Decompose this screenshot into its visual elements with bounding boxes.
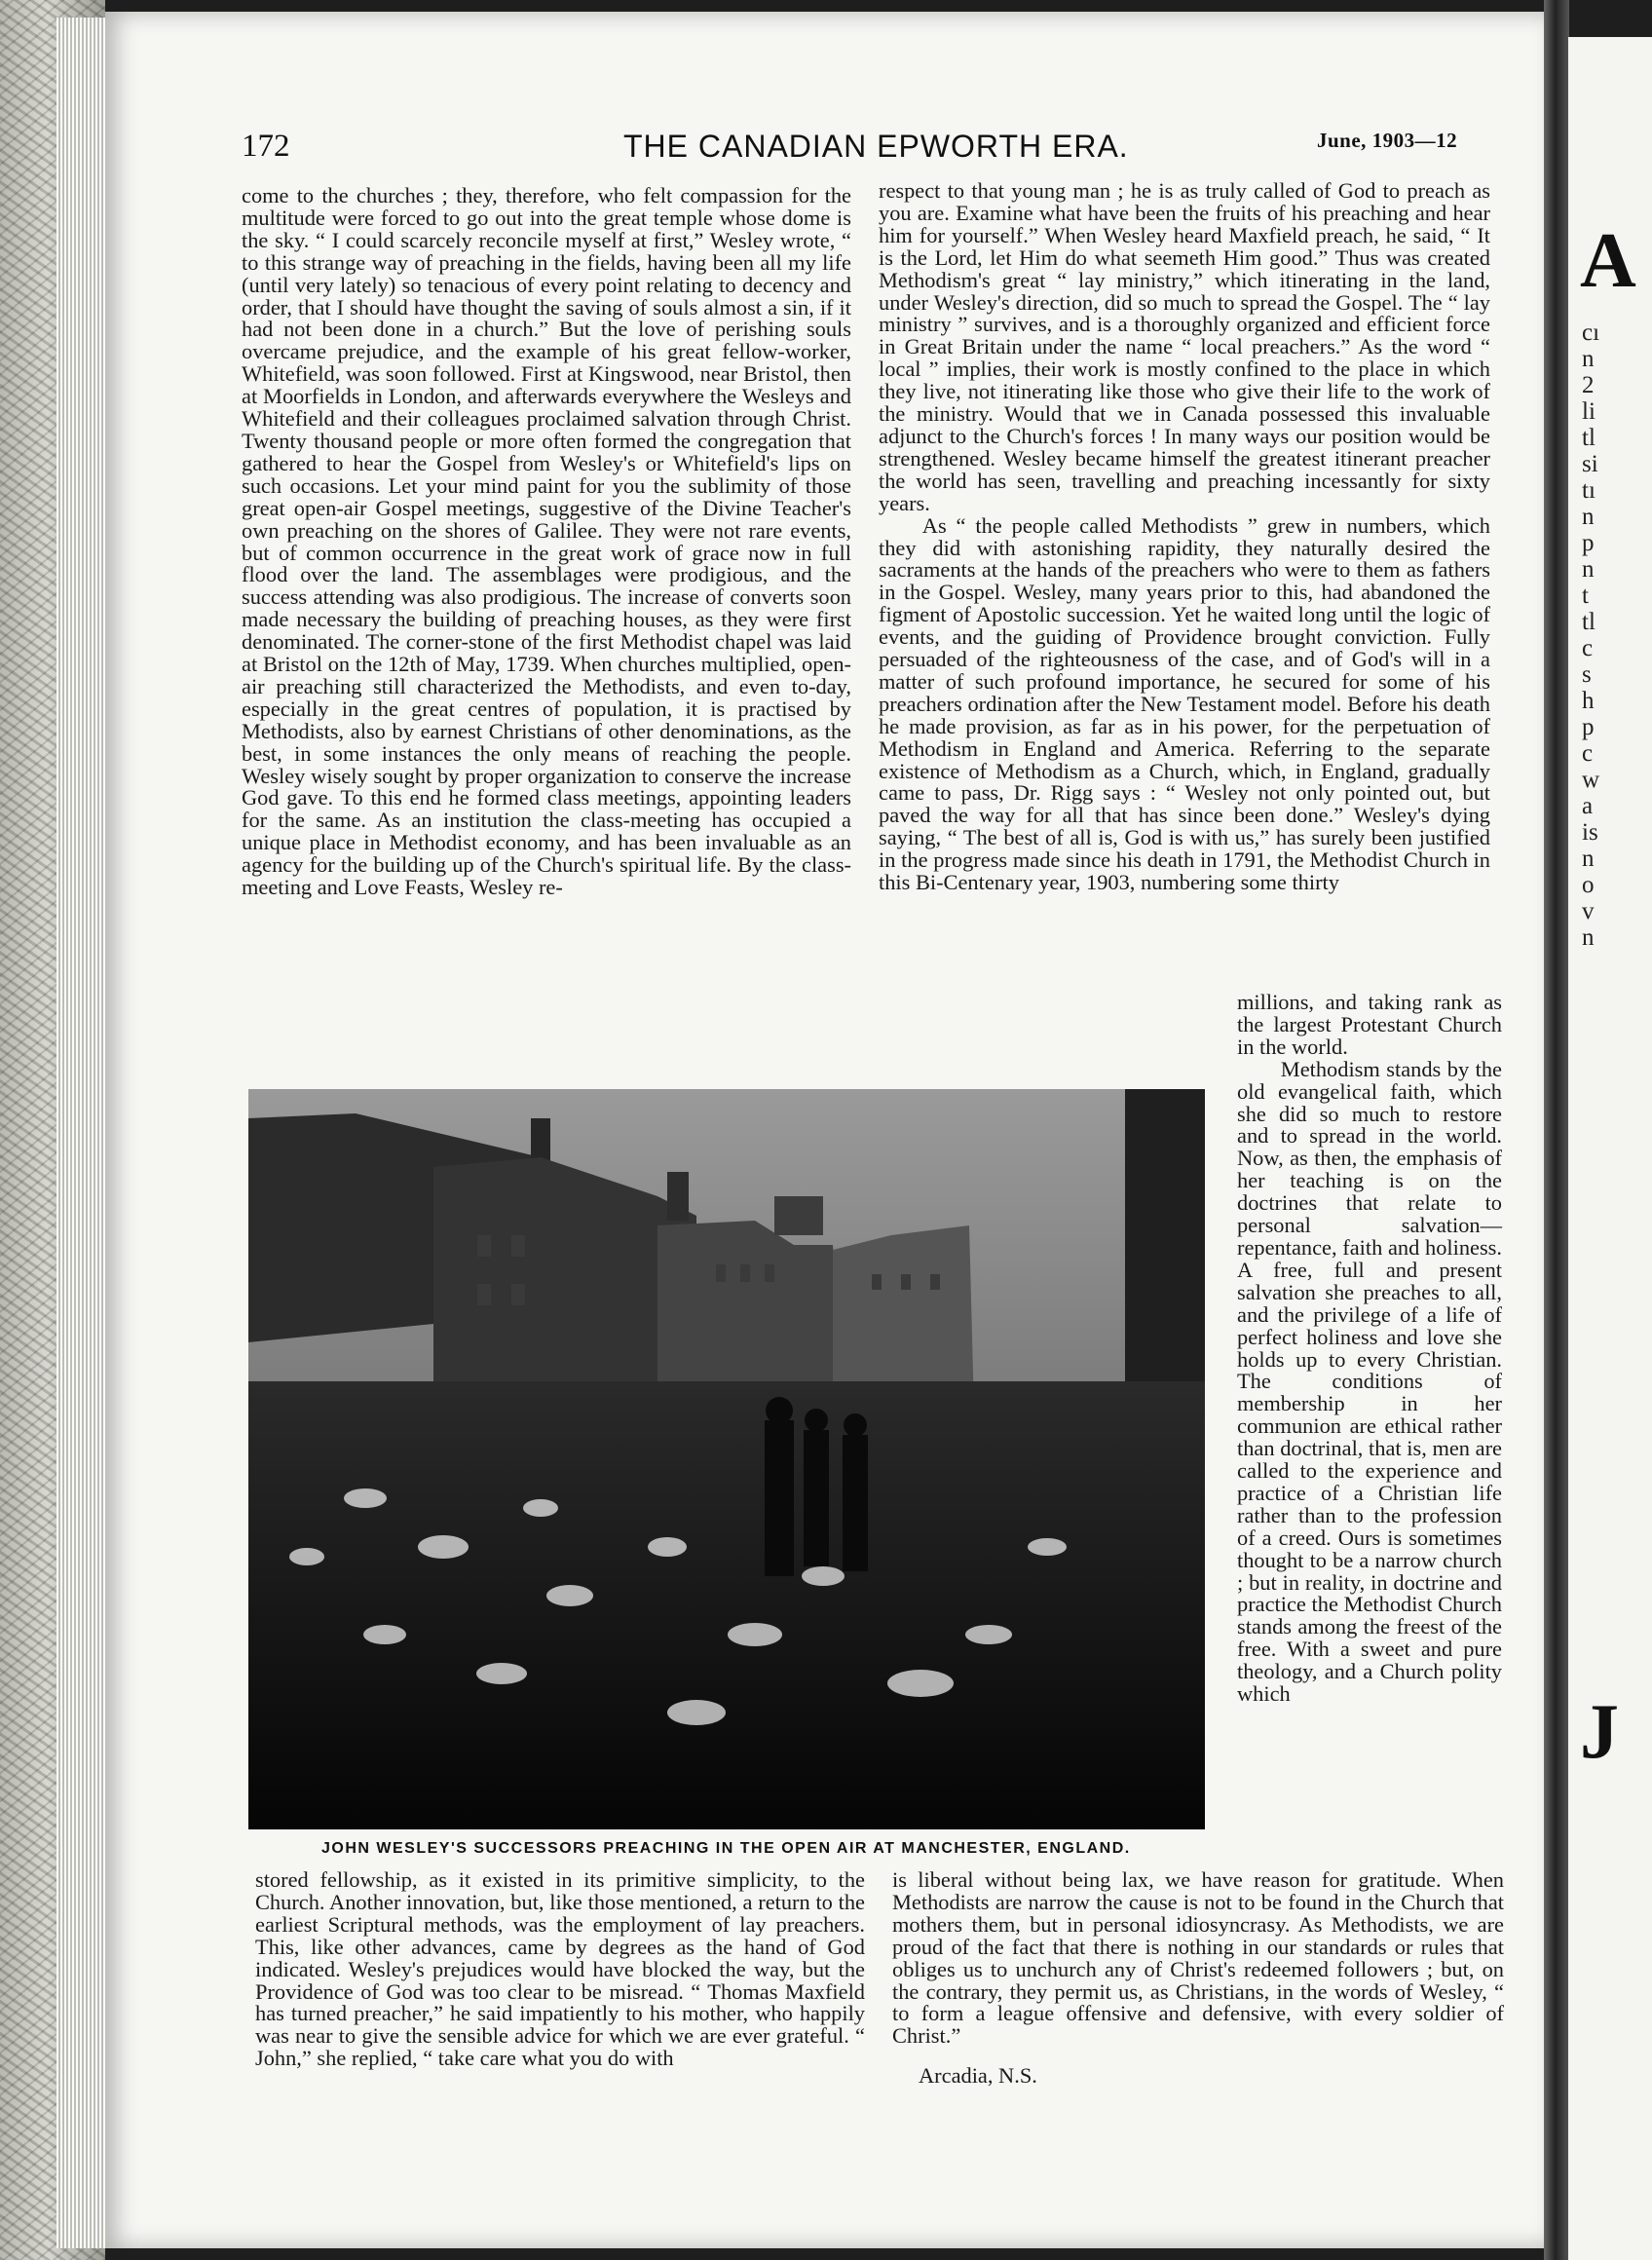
facing-page-text-fragment: li — [1582, 398, 1596, 425]
facing-page-text-fragment: n — [1582, 504, 1595, 530]
facing-page-text-fragment: cı — [1582, 320, 1600, 346]
facing-page-text-fragment: tl — [1582, 425, 1596, 451]
facing-page-text-fragment: p — [1582, 714, 1595, 740]
facing-page-text-fragment: n — [1582, 924, 1595, 951]
page-stack-edge — [56, 18, 107, 2248]
facing-page-text-fragment: c — [1582, 635, 1594, 661]
article-column-left-bottom — [255, 1869, 865, 2070]
figure-caption: JOHN WESLEY'S SUCCESSORS PREACHING IN THE OPEN AIR AT MANCHESTER, ENGLAND. — [321, 1840, 1131, 1857]
paragraph: As “ the people called Methodists ” grew in numbers, which they did with astonishing rapidity, they naturally desired the sacraments at the hands of the preachers who were to them as fathers in the Gospel. Wesley, many years prior to this, had abandoned the figment of Apostolic succession. Yet he waited long until the logic of events, and the guiding of Providence brought conviction. Fully persuaded of the righteousness of the case, and of God's will in a matter of such profound importance, he secured for some of his preachers ordination after the New Testament model. Before his death he made provision, as far as in his power, for the perpetuation of Methodism in England and America. Referring to the separate existence of Methodism as a Church, which, in England, gradually came to pass, Dr. Rigg says : “ Wesley not only pointed out, but paved the way for all that has since been done.” Wesley's dying saying, “ The best of all is, God is with us,” has surely been justified in the progress made since his death in 1791, the Methodist Church in this Bi-Centenary year, 1903, numbering some thirty — [879, 512, 1490, 895]
paragraph: come to the churches ; they, therefore, who felt compassion for the multitude were forced to go out into the great temple whose dome is the sky. “ I could scarcely reconcile myself at first,” Wesley wrote, “ to this strange way of preaching in the fields, having been all my life (until very lately) so tenacious of every point relating to decency and order, that I should have thought the saving of souls almost a sin, if it had not been done in a church.” But the love of perishing souls overcame prejudice, and the example of his great fellow-worker, Whitefield, was soon followed. First at Kingswood, near Bristol, then at Moorfields in London, and afterwards everywhere the Wesleys and Whitefield and their colleagues proclaimed salvation through Christ. Twenty thousand people or more often formed the congregation that gathered to hear the Gospel from Wesley's or Whitefield's lips on such occasions. Let your mind paint for you the sublimity of those great open-air Gospel meetings, suggestive of the Divine Teacher's own preaching on the shores of Galilee. They were not rare events, but of common occurrence in the great work of grace now in full flood over the land. The assemblages were prodigious, and the success attending was also prodigious. The increase of converts soon made necessary the building of preaching houses, as they were first denominated. The corner-stone of the first Methodist chapel was laid at Bristol on the 12th of May, 1739. When churches multiplied, open-air preaching still characterized the Methodists, and even to-day, especially in the great centres of population, it is practised by Methodists, also by earnest Christians of other denominations, as the best, in some instances the only means of reaching the people. Wesley wisely sought by proper organization to conserve the increase God gave. To this end he formed class meetings, appointing leaders for the same. As an institution the class-meeting has occupied a unique place in Methodist economy, and has been invaluable as an agency for the building up of the Church's spiritual life. By the class-meeting and Love Feasts, Wesley re- — [242, 183, 851, 900]
facing-page-text-fragment: is — [1582, 819, 1598, 846]
facing-page-initial: A — [1580, 218, 1636, 304]
facing-page-text-fragment: tı — [1582, 477, 1596, 504]
article-column-left-top — [242, 185, 851, 899]
facing-page-text-fragment: w — [1582, 767, 1600, 793]
paragraph: stored fellowship, as it existed in its primitive simplicity, to the Church. Another innovation, but, like those mentioned, a return to the earliest Scriptural methods, was the employment of lay preachers. This, like other advances, came by degrees as the hand of God indicated. Wesley's prejudices would have blocked the way, but the Providence of God was too clear to be misread. “ Thomas Maxfield has turned preacher,” he said impatiently to his mother, who happily was near to give the sensible advice for which we are ever grateful. “ John,” she replied, “ take care what you do with — [255, 1867, 865, 2071]
book-gutter — [1544, 0, 1569, 2260]
facing-page-text-fragment: v — [1582, 898, 1595, 924]
journal-title: THE CANADIAN EPWORTH ERA. — [623, 129, 1129, 164]
facing-page-text-fragment: c — [1582, 740, 1594, 767]
facing-page-text-fragment: n — [1582, 846, 1595, 872]
article-column-right-top — [879, 180, 1490, 894]
facing-page-initial: J — [1580, 1689, 1619, 1775]
facing-page-text-fragment: o — [1582, 872, 1595, 898]
article-column-right-narrow — [1237, 992, 1502, 1706]
facing-page-text-fragment: si — [1582, 451, 1598, 477]
issue-date: June, 1903—12 — [1317, 129, 1458, 152]
paragraph: millions, and taking rank as the largest Protestant Church in the world. — [1237, 990, 1502, 1059]
photograph-image — [248, 1089, 1205, 1829]
page-number: 172 — [242, 129, 290, 164]
facing-page-text-fragment: a — [1582, 793, 1594, 819]
article-column-right-bottom — [892, 1869, 1504, 2048]
paragraph: respect to that young man ; he is as truly called of God to preach as you are. Examine what have been the fruits of his preaching and hear him for yourself.” When Wesley heard Maxfield preach, he said, “ It is the Lord, let Him do what seemeth Him good.” Thus was created Methodism's great “ lay ministry,” which itinerating in the land, under Wesley's direction, did so much to spread the Gospel. The “ lay ministry ” survives, and is a thoroughly organized and efficient force in Great Britain under the name “ local preachers.” As the word “ local ” implies, their work is mostly confined to the place in which they live, not itinerating like those who give their life to the work of the ministry. Would that we in Canada possessed this invaluable adjunct to the Church's forces ! In many ways our position would be strengthened. Wesley became himself the greatest itinerant preacher the world has seen, travelling and preaching incessantly for sixty years. — [879, 178, 1490, 515]
facing-page-text-fragment: t — [1582, 583, 1589, 609]
facing-page-text-fragment: p — [1582, 530, 1595, 556]
facing-page-text-fragment: n — [1582, 556, 1595, 583]
facing-page — [1568, 37, 1652, 2260]
facing-page-text-fragment: s — [1582, 661, 1592, 688]
facing-page-text-fragment: tl — [1582, 609, 1596, 635]
photograph-open-air-preaching — [248, 1089, 1205, 1829]
facing-page-text-fragment: h — [1582, 688, 1595, 714]
facing-page-text-fragment: 2 — [1582, 372, 1595, 398]
paragraph: is liberal without being lax, we have reason for gratitude. When Methodists are narrow the cause is not to be found in the Church that mothers them, but in personal idiosyncrasy. As Methodists, we are proud of the fact that there is nothing in our standards or rules that obliges us to unchurch any of Christ's redeemed followers ; but, on the contrary, they permit us, as Christians, in the words of Wesley, “ to form a league offensive and defensive, with every soldier of Christ.” — [892, 1867, 1504, 2049]
paragraph: Methodism stands by the old evangelical faith, which she did so much to restore and to spread in the world. Now, as then, the emphasis of her teaching is on the doctrines that relate to personal salvation—repentance, faith and holiness. A free, full and present salvation she preaches to all, and the privilege of a life of perfect holiness and love she holds up to every Christian. The conditions of membership in her communion are ethical rather than doctrinal, that is, men are called to the experience and practice of a Christian life rather than to the profession of a creed. Ours is sometimes thought to be a narrow church ; but in reality, in doctrine and practice the Methodist Church stands among the freest of the free. With a sweet and pure theology, and a Church polity which — [1237, 1056, 1502, 1707]
facing-page-text-fragment: n — [1582, 346, 1595, 372]
signoff-location: Arcadia, N.S. — [919, 2063, 1037, 2088]
